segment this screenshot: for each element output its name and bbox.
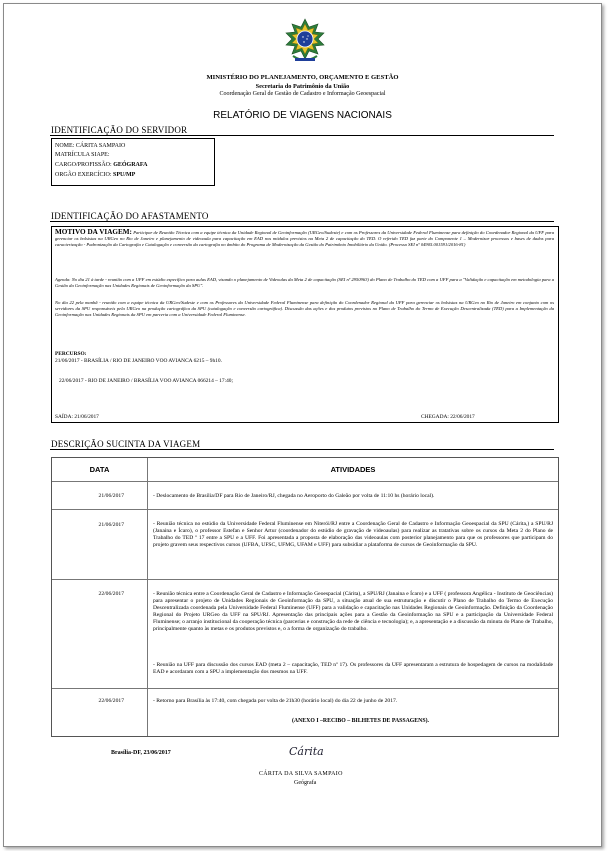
servidor-box bbox=[51, 138, 215, 186]
motivo-label: MOTIVO DA VIAGEM: bbox=[55, 228, 132, 236]
orgao-label: ORGÃO EXERCÍCIO: bbox=[55, 172, 112, 178]
matricula-label: MATRÍCULA SIAPE: bbox=[55, 152, 110, 158]
section-divider bbox=[50, 221, 554, 222]
place-date: Brasília-DF, 23/06/2017 bbox=[111, 750, 171, 756]
secretariat-title: Secretaria do Patrimônio da União bbox=[255, 83, 350, 90]
column-divider bbox=[147, 458, 148, 736]
col-header-atividades: ATIVIDADES bbox=[330, 465, 376, 474]
nome-row bbox=[55, 143, 125, 149]
percurso-label: PERCURSO: bbox=[55, 351, 87, 357]
orgao-row bbox=[55, 172, 135, 178]
agenda-paragraph-2: No dia 22 pela manhã - reunião com a equipe técnica da URGeo/Sudeste e com os Professores da Universidade Federal Fluminense para definição do Coordenador Regional da UFF para gerenciar os bolsistas na URGeo no Rio de Janeiro em conjunto com os servidores da SPU responsáveis pela URGeo na produção cartográfica da SPU (catalogação e conversão cartográfica). Discussão das ações e dos produtos previstos no Plano de Trabalho do Termo de Execução Descentralizada (TED) para a Implementação da Geoinformação nas Unidades Regionais da SPU em parceria com a Universidade Federal Fluminense. bbox=[55, 300, 554, 318]
brasao-emblem bbox=[283, 18, 327, 64]
col-header-data: DATA bbox=[89, 465, 110, 474]
cargo-label: CARGO/PROFISSÃO: bbox=[55, 162, 112, 168]
percurso-line-2: 22/06/2017 - RIO DE JANEIRO / BRASÍLIA VOO AVIANCA 066214 – 17:40; bbox=[59, 378, 233, 384]
row-activity: - Reunião técnica no estúdio da Universidade Federal Fluminense em Niterói/RJ entre a Coordenação Geral de Cadastro e Informação Geoespacial da SPU (Cárita,) a SPU/RJ (Janaina e Ícaro), o professor Estefan e Senhor Artur (coordenador do estúdio de gravação de videoaulas) para realizar as tratativas sobre os cursos da Meta 2 do Plano de Trabalho do TED º 17 entre a SPU e a UFF. Foi apresentada a proposta de elaboração das videoaulas com posterior planejamento para que os professores que participam do projeto gravem seus respectivos cursos (UFBA, UFSC, UFMG, UFAM e UFF) para subsidiar a plataforma de cursos de Geoinformação da SPU. bbox=[153, 521, 553, 548]
activities-table bbox=[51, 457, 559, 737]
row-activity: - Retorno para Brasília às 17:40, com chegada por volta de 21h30 (horário local) do dia 22 de junho de 2017. bbox=[153, 698, 398, 704]
row-activity: - Reunião técnica entre a Coordenação Geral de Cadastro e Informação Geoespacial (Cárita), a SPU/RJ (Janaina e Ícaro) e a UFF ( professora Angélica - Instituto de Geociências) para apresentar o projeto de Unidades Regionais de Geoinformação da SPU, a situação atual de sua estruturação e discutir o Plano de Trabalho do Termo de Execução Descentralizada coordenada pela Universidade Federal Fluminense (UFF) para a validação e capacitação nas Unidades Regionais de Geoinformação. Definição da Coordenação Regional do Projeto URGeo da UFF na SPU/RJ. Apresentação das principais ações para a Gestão da Geoinformação na SPU e a participação da Universidade Federal Fluminense; o arranjo institucional da cooperação técnica (parcerias e construção da rede de ciência e tecnologia); e, a apresentação e a discussão da minuta do Plano de Trabalho, principalmente quanto às metas e os produtos previstos e, o a forma de organização do trabalho. bbox=[153, 591, 553, 632]
signer-role: Geógrafa bbox=[294, 780, 317, 786]
anexo-note: (ANEXO I –RECIBO – BILHETES DE PASSAGENS). bbox=[292, 718, 429, 724]
row-date: 21/06/2017 bbox=[98, 493, 124, 499]
row-date: 22/06/2017 bbox=[98, 591, 124, 597]
nome-value: CÁRITA SAMPAIO bbox=[75, 143, 126, 149]
motivo-text: Participar de Reunião Técnica com a equipe técnica da Unidade Regional de Geoinformação (URGeo/Sudeste) e com os Professores da Universidade Federal Fluminense para definição do Coordenador Regional da UFF para gerenciar os bolsistas na URGeo no Rio de Janeiro e planejamento de videoaula para capacitação em EAD nos módulos previstos na Meta 2 de capacitação do TED. O referido TED faz parte do Componente 1 – Modernizar processos e bases de dados para caracterização - Padronização da Cartografia e Catalogação e conversão da cartografia no âmbito do Programa de Modernização da Gestão do Patrimônio Imobiliário da União. (Processo SEI nº 04905.001591/2016-81) bbox=[55, 230, 554, 248]
ministry-title: MINISTÉRIO DO PLANEJAMENTO, ORÇAMENTO E GESTÃO bbox=[206, 74, 399, 81]
section-title-servidor: IDENTIFICAÇÃO DO SERVIDOR bbox=[51, 125, 188, 135]
row-divider bbox=[52, 579, 558, 580]
percurso-line-1: 21/06/2017 - BRASÍLIA / RIO DE JANEIRO VOO AVIANCA 6215 – 9h10. bbox=[55, 358, 222, 364]
section-divider bbox=[50, 449, 554, 450]
matricula-row bbox=[55, 152, 110, 158]
row-divider bbox=[52, 509, 558, 510]
motivo-paragraph bbox=[55, 229, 554, 249]
cargo-row bbox=[55, 162, 147, 168]
row-date: 21/06/2017 bbox=[98, 522, 124, 528]
coordination-title: Coordenação Geral de Gestão de Cadastro e Informação Geoespacial bbox=[219, 91, 386, 97]
row-divider bbox=[52, 688, 558, 689]
afastamento-box bbox=[51, 226, 559, 423]
saida-date: SAÍDA: 21/06/2017 bbox=[55, 414, 99, 420]
nome-label: NOME: bbox=[55, 143, 75, 149]
chegada-date: CHEGADA: 22/06/2017 bbox=[421, 414, 475, 420]
document-page bbox=[3, 3, 602, 847]
row-divider bbox=[52, 481, 558, 482]
agenda-paragraph-1: Agenda: No dia 21 à tarde - reunião com a UFF em estúdio específico para aulas EAD, visando o planejamento de Videoulas da Meta 2 de capacitação (SEI nº 2950963) do Plano de Trabalho do TED com a UFF para a "Validação e capacitação em metodologia para a Gestão da Geoinformação nas Unidades Regionais de Geoinformação da SPU". bbox=[55, 277, 554, 289]
section-divider bbox=[50, 135, 554, 136]
report-title: RELATÓRIO DE VIAGENS NACIONAIS bbox=[213, 110, 392, 121]
signer-name: CÁRITA DA SILVA SAMPAIO bbox=[259, 771, 343, 777]
section-title-descricao: DESCRIÇÃO SUCINTA DA VIAGEM bbox=[51, 439, 201, 449]
row-activity-extra: - Reunião na UFF para discussão dos cursos EAD (meta 2 – capacitação, TED nº 17). Os professores da UFF apresentaram a estrutura de hospedagem de cursos na modalidade EAD e acordaram com a SPU a implementação dos mesmos na UFF. bbox=[153, 662, 553, 675]
section-title-afastamento: IDENTIFICAÇÃO DO AFASTAMENTO bbox=[51, 211, 209, 221]
row-date: 22/06/2017 bbox=[98, 698, 124, 704]
cargo-value: GEÓGRAFA bbox=[113, 162, 148, 168]
signature: Cárita bbox=[289, 745, 324, 758]
orgao-value: SPU/MP bbox=[113, 172, 136, 178]
row-activity: - Deslocamento de Brasília/DF para Rio de Janeiro/RJ, chegada no Aeroporto do Galeão por volta de 11:10 hs (horário local). bbox=[153, 493, 435, 499]
